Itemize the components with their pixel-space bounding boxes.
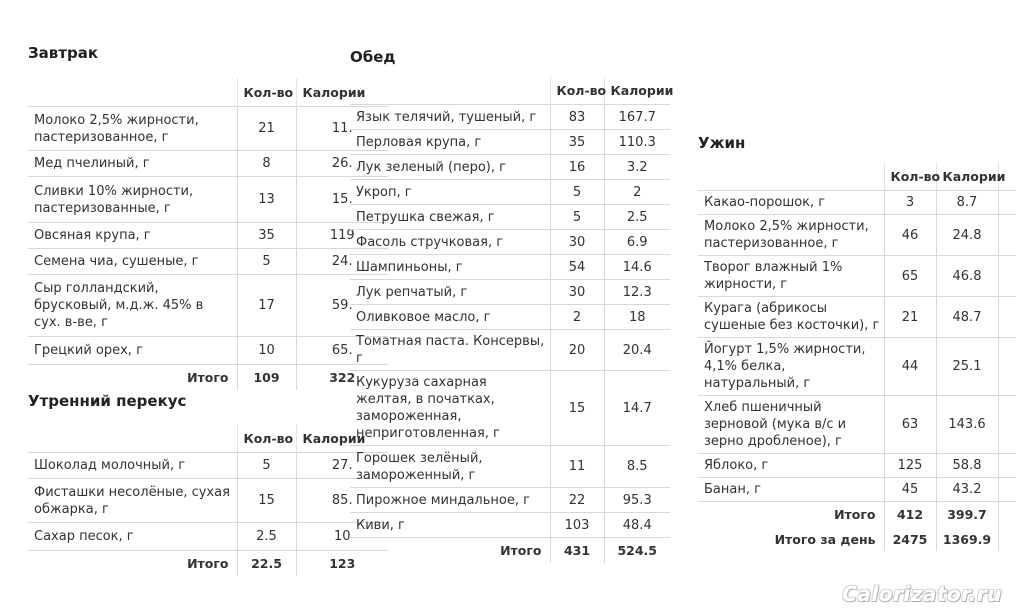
food-name: Пирожное миндальное, г (350, 488, 550, 513)
table-row (698, 396, 1016, 454)
food-qty: 5 (237, 453, 296, 479)
food-cal: 2.5 (604, 205, 670, 230)
total-qty: 109 (237, 365, 296, 391)
lunch-table (350, 76, 674, 558)
food-name: Курага (абрикосы сушеные без косточки), г (698, 297, 884, 338)
food-qty: 30 (550, 230, 604, 255)
food-cal: 14.7 (604, 371, 670, 446)
food-name: Творог влажный 1% жирности, г (698, 256, 884, 297)
food-name: Петрушка свежая, г (350, 205, 550, 230)
food-cal: 10 (296, 523, 388, 551)
watermark-logo: Calorizator.ru (842, 582, 1002, 606)
food-qty: 21 (884, 297, 936, 338)
food-qty: 54 (550, 255, 604, 280)
food-qty: 11 (550, 446, 604, 488)
qty-header: Кол-во (550, 76, 604, 105)
breakfast-table (28, 78, 366, 392)
food-qty: 2 (550, 305, 604, 330)
food-qty: 63 (884, 396, 936, 454)
food-qty: 103 (550, 513, 604, 538)
food-cal: 11. (296, 107, 388, 151)
food-qty: 15 (550, 371, 604, 446)
food-cal: 58.8 (936, 454, 998, 478)
food-name: Перловая крупа, г (350, 130, 550, 155)
food-cal: 2 (604, 180, 670, 205)
qty-header: Кол-во (884, 162, 936, 191)
food-cal: 48.4 (604, 513, 670, 538)
cal-header: Калории (296, 424, 388, 453)
table-row (28, 249, 388, 275)
food-cal: 8.5 (604, 446, 670, 488)
food-name: Йогурт 1,5% жирности, 4,1% белка, натуральный, г (698, 338, 884, 396)
food-name: Фисташки несолёные, сухая обжарка, г (28, 479, 237, 523)
total-label: Итого (350, 538, 550, 564)
table-row (28, 453, 388, 479)
food-name: Сахар песок, г (28, 523, 237, 551)
food-qty: 35 (237, 223, 296, 249)
day-total-row (698, 527, 1016, 551)
food-qty: 13 (237, 177, 296, 223)
food-name: Томатная паста. Консервы, г (350, 330, 550, 371)
food-cal: 110.3 (604, 130, 670, 155)
food-cal: 65. (296, 337, 388, 365)
table-row (28, 337, 388, 365)
food-name: Кукуруза сахарная желтая, в початках, замороженная, неприготовленная, г (350, 371, 550, 446)
food-qty: 20 (550, 330, 604, 371)
table-row (698, 297, 1016, 338)
food-cal: 14.6 (604, 255, 670, 280)
food-cal: 85. (296, 479, 388, 523)
cal-header: Калории (604, 76, 670, 105)
table-row (350, 230, 670, 255)
day-total-qty: 2475 (884, 527, 936, 551)
food-qty: 21 (237, 107, 296, 151)
total-cal: 524.5 (604, 538, 670, 564)
food-cal: 25.1 (936, 338, 998, 396)
total-row (28, 551, 388, 577)
dinner-table (698, 162, 1008, 547)
food-name: Язык телячий, тушеный, г (350, 105, 550, 130)
table-row (350, 330, 670, 371)
food-name: Молоко 2,5% жирности, пастеризованное, г (28, 107, 237, 151)
snack-title: Утренний перекус (28, 392, 187, 410)
total-label: Итого (28, 551, 237, 577)
table-row (28, 523, 388, 551)
food-cal: 43.2 (936, 478, 998, 502)
food-qty: 5 (550, 205, 604, 230)
food-name: Фасоль стручковая, г (350, 230, 550, 255)
total-label: Итого (698, 502, 884, 528)
breakfast-title: Завтрак (28, 44, 99, 62)
food-cal: 95.3 (604, 488, 670, 513)
table-row (698, 478, 1016, 502)
food-qty: 17 (237, 275, 296, 337)
snack-table (28, 424, 366, 576)
food-name: Шоколад молочный, г (28, 453, 237, 479)
food-cal: 20.4 (604, 330, 670, 371)
food-qty: 5 (550, 180, 604, 205)
table-row (28, 151, 388, 177)
table-row (28, 107, 388, 151)
table-row (350, 280, 670, 305)
food-cal: 119 (296, 223, 388, 249)
table-row (350, 371, 670, 446)
total-row (28, 365, 388, 391)
total-row (698, 502, 1016, 528)
food-name: Овсяная крупа, г (28, 223, 237, 249)
table-row (698, 215, 1016, 256)
total-qty: 412 (884, 502, 936, 528)
total-cal: 123 (296, 551, 388, 577)
food-name: Какао-порошок, г (698, 191, 884, 215)
food-name: Банан, г (698, 478, 884, 502)
food-name: Шампиньоны, г (350, 255, 550, 280)
food-name: Лук зеленый (перо), г (350, 155, 550, 180)
table-row (698, 338, 1016, 396)
food-qty: 35 (550, 130, 604, 155)
cal-header: Калории (936, 162, 998, 191)
table-row (350, 305, 670, 330)
table-row (28, 223, 388, 249)
table-row (350, 488, 670, 513)
food-cal: 12.3 (604, 280, 670, 305)
table-row (28, 177, 388, 223)
food-qty: 10 (237, 337, 296, 365)
food-name: Оливковое масло, г (350, 305, 550, 330)
food-qty: 5 (237, 249, 296, 275)
food-cal: 6.9 (604, 230, 670, 255)
food-name: Сливки 10% жирности, пастеризованные, г (28, 177, 237, 223)
table-row (350, 446, 670, 488)
food-qty: 30 (550, 280, 604, 305)
table-row (350, 155, 670, 180)
food-qty: 44 (884, 338, 936, 396)
food-qty: 16 (550, 155, 604, 180)
food-cal: 3.2 (604, 155, 670, 180)
food-qty: 45 (884, 478, 936, 502)
food-name: Семена чиа, сушеные, г (28, 249, 237, 275)
table-row (350, 180, 670, 205)
table-row (698, 256, 1016, 297)
food-name: Хлеб пшеничный зерновой (мука в/с и зерно дробленое), г (698, 396, 884, 454)
food-qty: 8 (237, 151, 296, 177)
lunch-title: Обед (350, 48, 396, 66)
food-qty: 83 (550, 105, 604, 130)
food-cal: 26. (296, 151, 388, 177)
food-cal: 167.7 (604, 105, 670, 130)
qty-header: Кол-во (237, 78, 296, 107)
food-qty: 46 (884, 215, 936, 256)
food-name: Сыр голландский, брусковый, м.д.ж. 45% в сух. в-ве, г (28, 275, 237, 337)
food-cal: 59. (296, 275, 388, 337)
food-qty: 2.5 (237, 523, 296, 551)
food-qty: 65 (884, 256, 936, 297)
total-cal: 399.7 (936, 502, 998, 528)
total-qty: 431 (550, 538, 604, 564)
qty-header: Кол-во (237, 424, 296, 453)
food-qty: 125 (884, 454, 936, 478)
food-cal: 24. (296, 249, 388, 275)
food-name: Лук репчатый, г (350, 280, 550, 305)
table-row (350, 255, 670, 280)
table-row (350, 513, 670, 538)
day-total-cal: 1369.9 (936, 527, 998, 551)
food-qty: 22 (550, 488, 604, 513)
food-name: Молоко 2,5% жирности, пастеризованное, г (698, 215, 884, 256)
food-cal: 8.7 (936, 191, 998, 215)
food-qty: 3 (884, 191, 936, 215)
total-qty: 22.5 (237, 551, 296, 577)
food-name: Яблоко, г (698, 454, 884, 478)
food-cal: 46.8 (936, 256, 998, 297)
food-name: Грецкий орех, г (28, 337, 237, 365)
food-name: Укроп, г (350, 180, 550, 205)
table-row (698, 454, 1016, 478)
table-row (28, 275, 388, 337)
table-row (350, 130, 670, 155)
table-row (698, 191, 1016, 215)
table-row (350, 205, 670, 230)
food-qty: 15 (237, 479, 296, 523)
dinner-title: Ужин (698, 134, 746, 152)
food-cal: 15. (296, 177, 388, 223)
table-row (350, 105, 670, 130)
day-total-label: Итого за день (774, 531, 876, 547)
food-name: Мед пчелиный, г (28, 151, 237, 177)
total-row (350, 538, 670, 564)
table-row (28, 479, 388, 523)
food-name: Киви, г (350, 513, 550, 538)
food-cal: 27. (296, 453, 388, 479)
food-name: Горошек зелёный, замороженный, г (350, 446, 550, 488)
food-cal: 48.7 (936, 297, 998, 338)
food-cal: 18 (604, 305, 670, 330)
food-cal: 143.6 (936, 396, 998, 454)
cal-header: Калории (296, 78, 388, 107)
total-cal: 322 (296, 365, 388, 391)
total-label: Итого (28, 365, 237, 391)
food-cal: 24.8 (936, 215, 998, 256)
